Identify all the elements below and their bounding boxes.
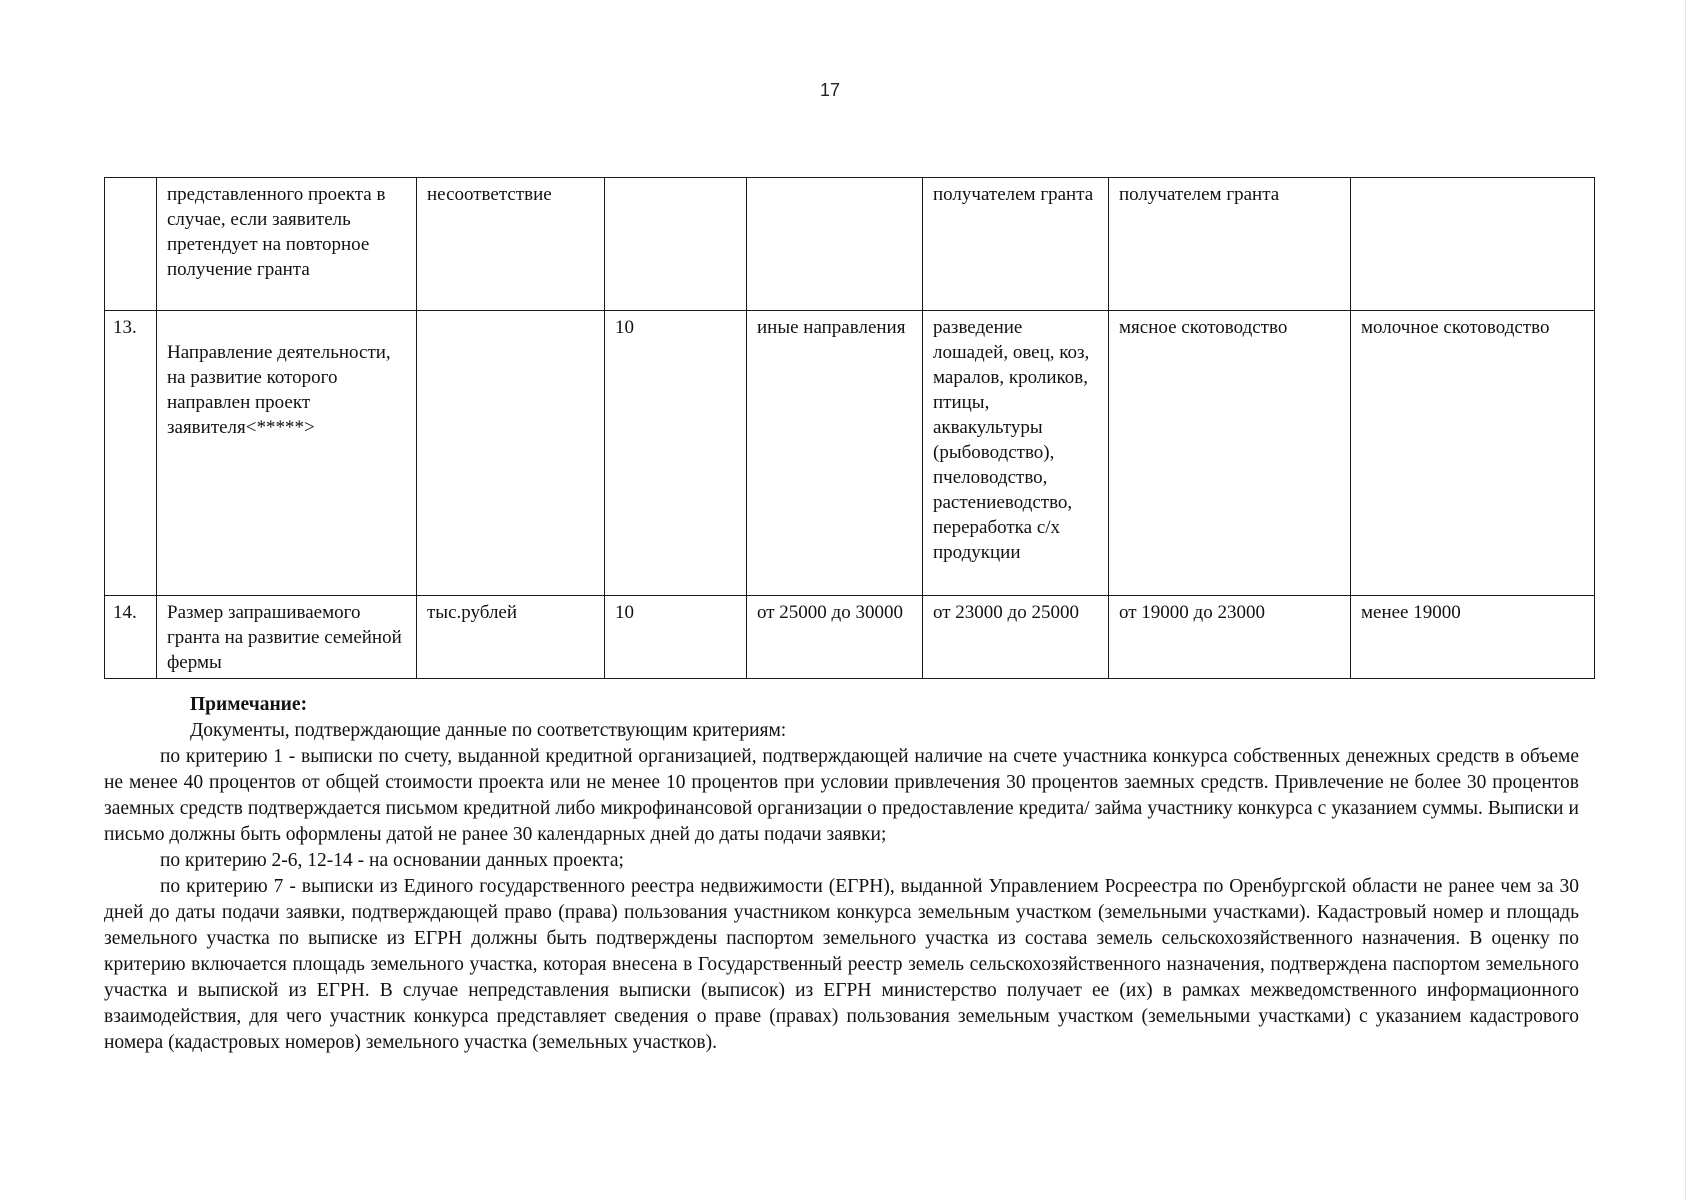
cell-num: 14. [105, 596, 157, 679]
table-row-continuation [105, 178, 1595, 311]
cell-spacer [167, 315, 410, 340]
cell-unit: тыс.рублей [417, 596, 605, 679]
cell-score-3: от 19000 до 23000 [1109, 596, 1351, 679]
cell-criterion [157, 311, 417, 596]
cell-score-2: разведение лошадей, овец, коз, маралов, кроликов, птицы, аквакультуры (рыбоводство), пчеловодство, растениеводство, переработка с/х продукции [923, 311, 1109, 596]
cell-criterion-text: Направление деятельности, на развитие которого направлен проект заявителя<*****> [167, 342, 391, 438]
cell-unit [417, 311, 605, 596]
table-row-13 [105, 311, 1595, 596]
cell-score-3: мясное скотоводство [1109, 311, 1351, 596]
cell-score-2: получателем гранта [923, 178, 1109, 311]
note-paragraph-criterion-1: по критерию 1 - выписки по счету, выданной кредитной организацией, подтверждающей наличие на счете участника конкурса собственных денежных средств в объеме не менее 40 процентов от общей стоимости проекта или не менее 10 процентов при условии привлечения 30 процентов заемных средств. Привлечение не более 30 процентов заемных средств подтверждается письмом кредитной либо микрофинансовой организации о предоставление кредита/ займа участнику конкурса с указанием суммы. Выписки и письмо должны быть оформлены датой не ранее 30 календарных дней до даты подачи заявки; [104, 746, 1579, 845]
cell-num [105, 178, 157, 311]
cell-criterion: представленного проекта в случае, если заявитель претендует на повторное получение гранта [157, 178, 417, 311]
table-row-14 [105, 596, 1595, 679]
criteria-table [104, 177, 1595, 679]
cell-score-2: от 23000 до 25000 [923, 596, 1109, 679]
note-section [104, 692, 1579, 1056]
note-intro: Документы, подтверждающие данные по соответствующим критериям: [190, 720, 787, 741]
cell-score-1: иные направления [747, 311, 923, 596]
cell-weight [605, 178, 747, 311]
cell-score-1: от 25000 до 30000 [747, 596, 923, 679]
cell-score-1 [747, 178, 923, 311]
cell-score-4: менее 19000 [1351, 596, 1595, 679]
cell-score-4 [1351, 178, 1595, 311]
scan-edge [1685, 0, 1686, 1200]
note-paragraph-criterion-7: по критерию 7 - выписки из Единого государственного реестра недвижимости (ЕГРН), выданной Управлением Росреестра по Оренбургской области не ранее чем за 30 дней до даты подачи заявки, подтверждающей право (права) пользования участником конкурса земельным участком (земельными участками). Кадастровый номер и площадь земельного участка по выписке из ЕГРН должны быть подтверждены паспортом земельного участка из состава земель сельскохозяйственного назначения. В оценку по критерию включается площадь земельного участка, которая внесена в Государственный реестр земель сельскохозяйственного назначения, подтверждена паспортом земельного участка и выпиской из ЕГРН. В случае непредставления выписки (выписок) из ЕГРН министерство получает ее (их) в рамках межведомственного информационного взаимодействия, для чего участник конкурса представляет сведения о праве (правах) пользования земельным участком (земельными участками) с указанием кадастрового номера (кадастровых номеров) земельного участка (земельных участков). [104, 876, 1579, 1053]
cell-num: 13. [105, 311, 157, 596]
cell-criterion: Размер запрашиваемого гранта на развитие семейной фермы [157, 596, 417, 679]
cell-score-3: получателем гранта [1109, 178, 1351, 311]
cell-weight: 10 [605, 596, 747, 679]
note-heading: Примечание: [190, 694, 308, 715]
cell-unit: несоответствие [417, 178, 605, 311]
cell-weight: 10 [605, 311, 747, 596]
page-number: 17 [819, 80, 841, 100]
cell-score-4: молочное скотоводство [1351, 311, 1595, 596]
note-paragraph-criterion-2-6: по критерию 2-6, 12-14 - на основании данных проекта; [160, 850, 624, 871]
